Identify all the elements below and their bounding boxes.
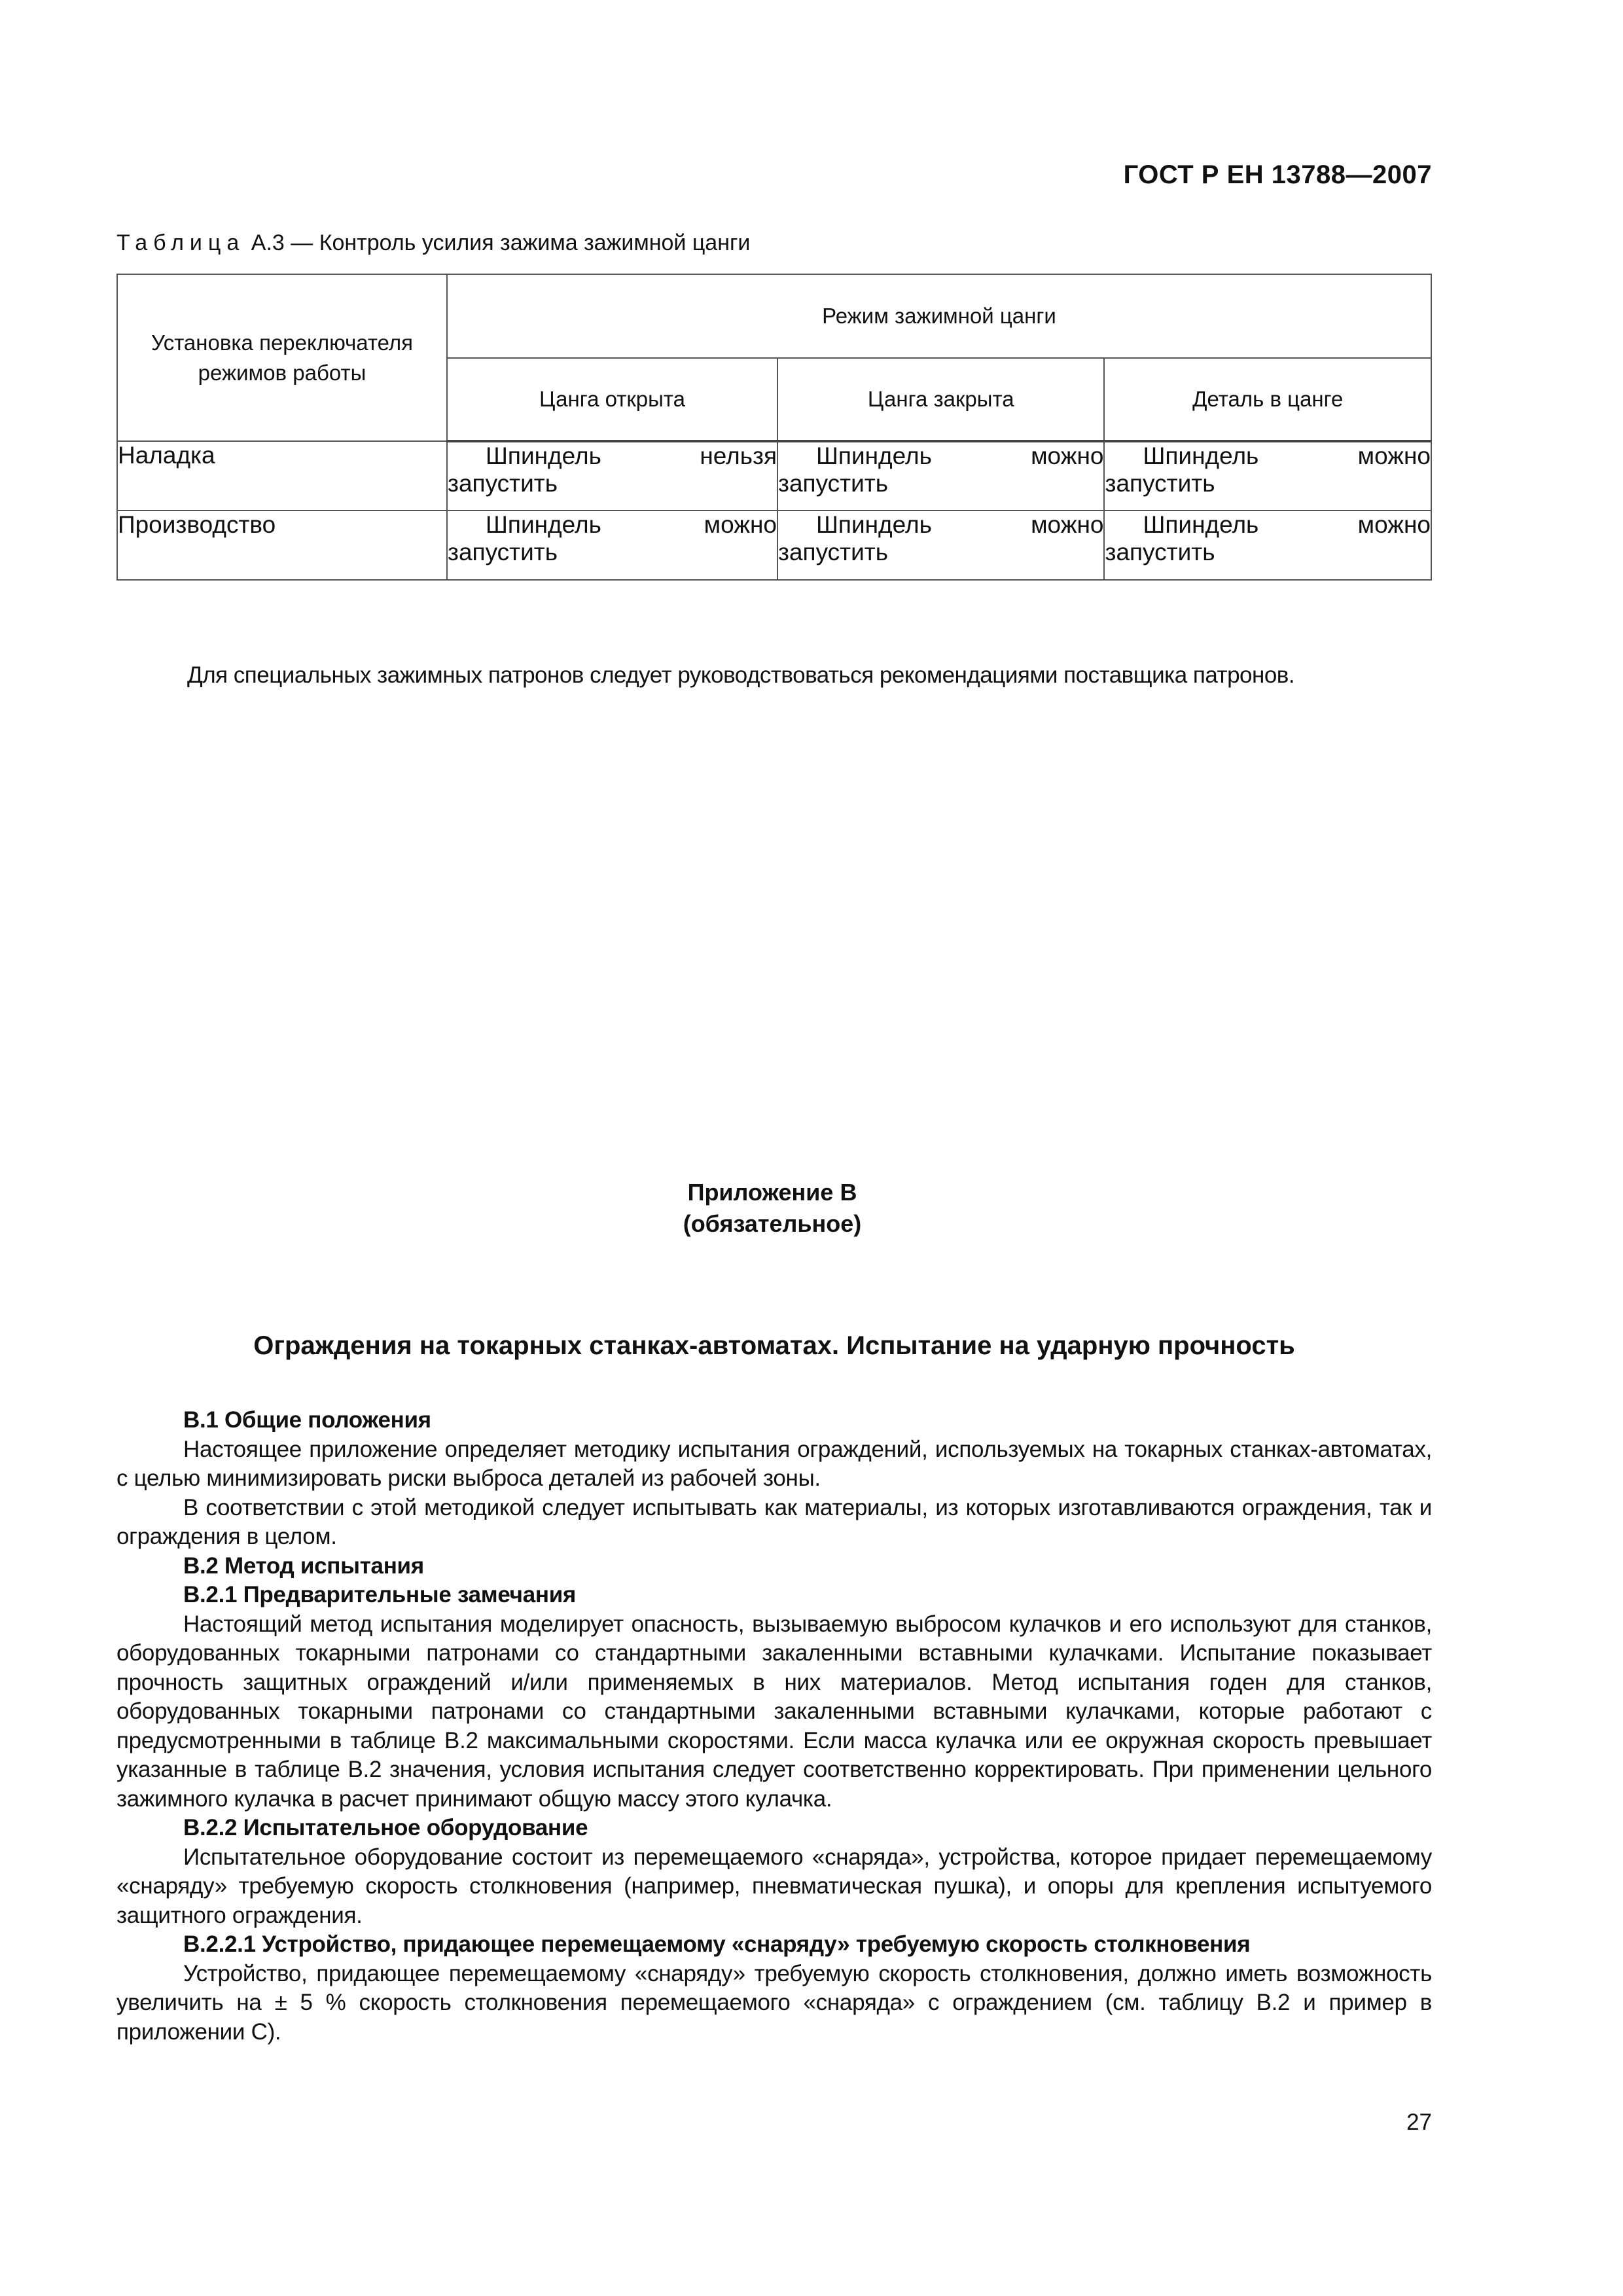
heading-b21: В.2.1 Предварительные замечания — [183, 1582, 577, 1607]
paragraph: Настоящий метод испытания моделирует опасность, вызываемую выбросом кулачков и его используют для станков, оборудованных токарными патронами со стандартными закаленными вставными кулачками. Испытание показывает прочность защитных ограждений и/или применяемых в них материалов. Метод испытания годен для станков, оборудованных токарными патронами со стандартными закаленными вставными кулачками, которые работают с предусмотренными в таблице В.2 максимальными скоростями. Если масса кулачка или ее окружная скорость превышает указанные в таблице В.2 значения, условия испытания следует соответственно корректировать. При применении цельного зажимного кулачка в расчет принимают общую массу этого кулачка. — [116, 1611, 1432, 1812]
table-row — [117, 511, 1431, 580]
table-column-header: Цанга закрыта — [777, 358, 1104, 441]
appendix-subtitle: (обязательное) — [683, 1210, 862, 1237]
table-row — [117, 441, 1431, 511]
body-text — [116, 1406, 1432, 2047]
paragraph: В соответствии с этой методикой следует испытывать как материалы, из которых изготавливаются ограждения, так и ограждения в целом. — [116, 1494, 1432, 1549]
table-cell: Шпиндель можно запустить — [777, 511, 1104, 580]
table-cell: Шпиндель можно запустить — [1104, 441, 1431, 511]
table-column-header: Деталь в цанге — [1104, 358, 1431, 441]
heading-b22: В.2.2 Испытательное оборудование — [183, 1815, 588, 1840]
table-note: Для специальных зажимных патронов следует руководствоваться рекомендациями поставщика патронов. — [187, 662, 1295, 688]
table-caption-label: Таблица — [116, 230, 245, 255]
table-caption-text: А.3 — Контроль усилия зажима зажимной цанги — [251, 230, 751, 255]
collet-clamping-table — [116, 274, 1432, 581]
heading-b221: В.2.2.1 Устройство, придающее перемещаемому «снаряду» требуемую скорость столкновения — [183, 1931, 1251, 1957]
appendix-title: Приложение В — [687, 1179, 857, 1206]
paragraph: Испытательное оборудование состоит из перемещаемого «снаряда», устройства, которое придает перемещаемому «снаряду» требуемую скорость столкновения (например, пневматическая пушка), и опоры для крепления испытуемого защитного ограждения. — [116, 1844, 1432, 1928]
table-cell: Шпиндель можно запустить — [447, 511, 777, 580]
appendix-heading — [0, 1177, 1544, 1240]
paragraph: Устройство, придающее перемещаемому «снаряду» требуемую скорость столкновения, должно иметь возможность увеличить на ± 5 % скорость столкновения перемещаемого «снаряда» с ограждением (см. таблицу В.2 и пример в приложении С). — [116, 1960, 1432, 2045]
document-id: ГОСТ Р ЕН 13788—2007 — [1123, 160, 1432, 189]
heading-b1: В.1 Общие положения — [183, 1407, 431, 1433]
table-row-label: Наладка — [117, 441, 447, 511]
table-row-label: Производство — [117, 511, 447, 580]
table-cell: Шпиндель нельзя запустить — [447, 441, 777, 511]
table-row-header: Установка переключателя режимов работы — [117, 274, 447, 441]
table-caption — [116, 230, 750, 256]
table-column-header: Цанга открыта — [447, 358, 777, 441]
table-cell: Шпиндель можно запустить — [777, 441, 1104, 511]
table-cell: Шпиндель можно запустить — [1104, 511, 1431, 580]
table-group-header: Режим зажимной цанги — [447, 274, 1431, 358]
section-title: Ограждения на токарных станках-автоматах. Испытание на ударную прочность — [253, 1331, 1295, 1360]
paragraph: Настоящее приложение определяет методику испытания ограждений, используемых на токарных станках-автоматах, с целью минимизировать риски выброса деталей из рабочей зоны. — [116, 1436, 1432, 1491]
page-number: 27 — [1406, 2109, 1432, 2135]
heading-b2: В.2 Метод испытания — [183, 1552, 424, 1579]
